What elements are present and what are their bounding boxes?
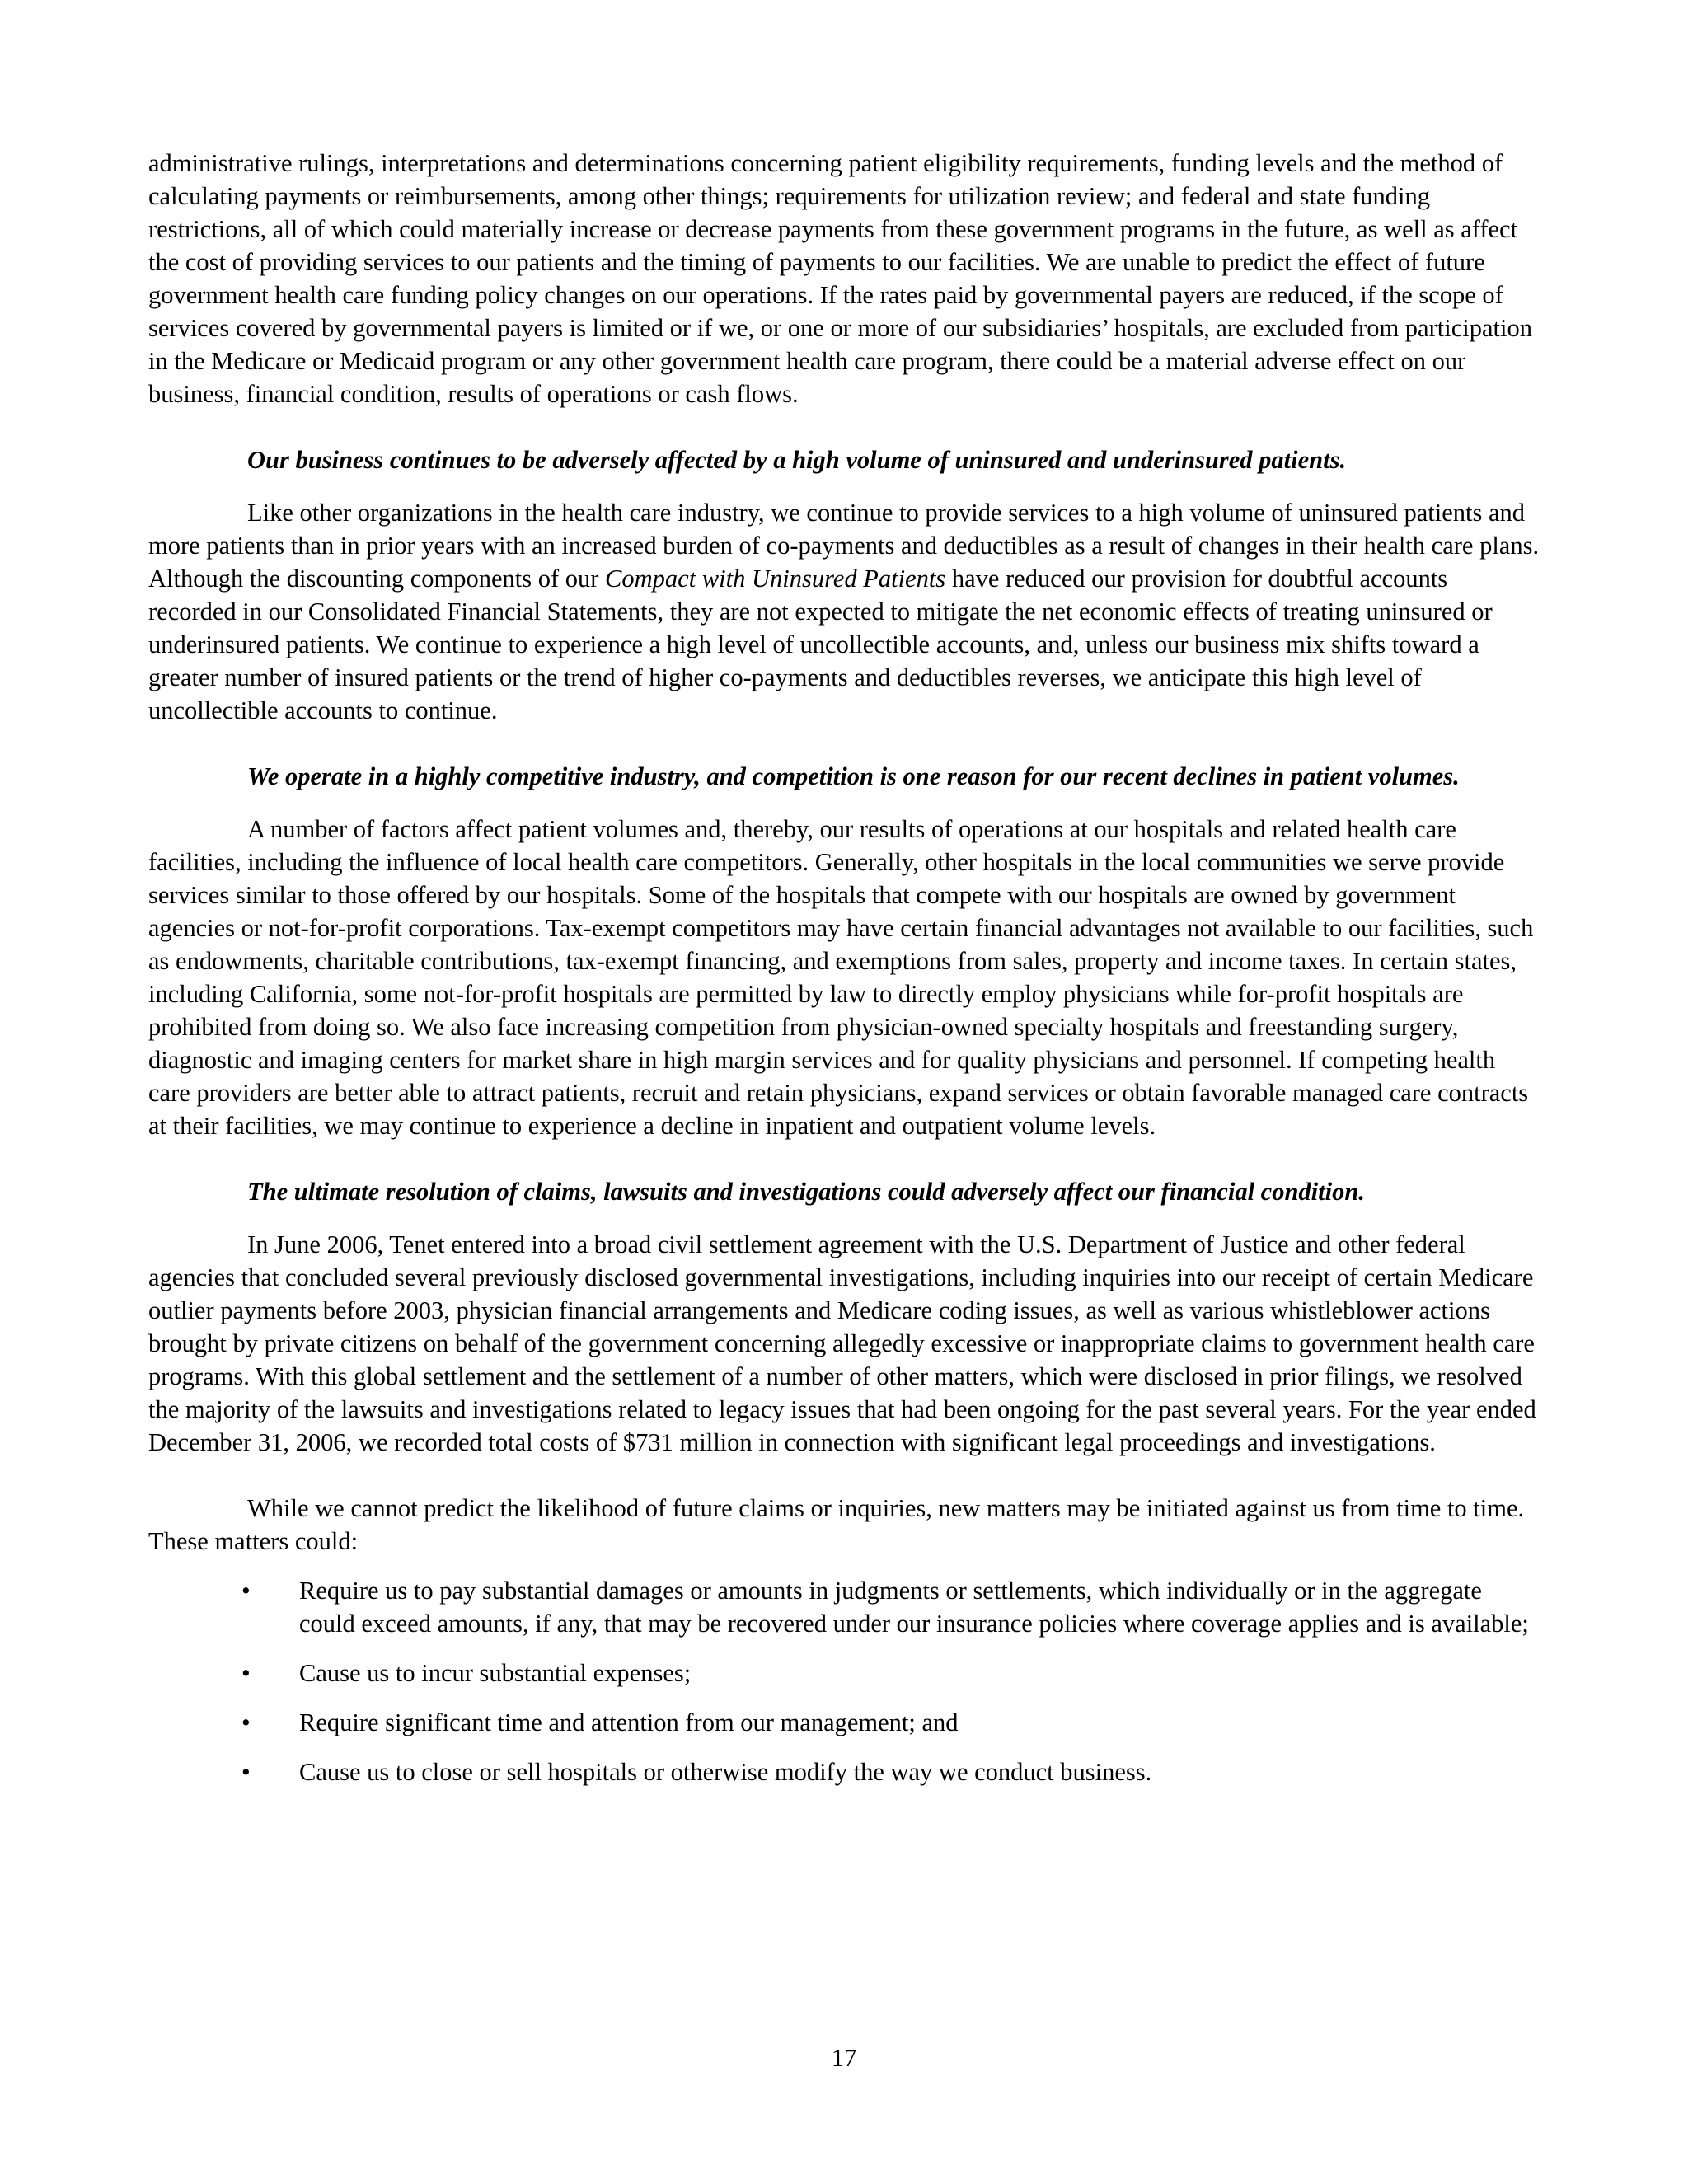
list-item [148,1755,1541,1788]
page-number: 17 [831,2044,857,2072]
document-page [148,147,1541,1805]
paragraph-competition: A number of factors affect patient volumes and, thereby, our results of operations at our hospitals and related health care facilities, including the influence of local health care competitors. Generally, other hospitals in the local communities we serve provide services similar to those offered by our hospitals. Some of the hospitals that compete with our hospitals are owned by government agencies or not-for-profit corporations. Tax-exempt competitors may have certain financial advantages not available to our facilities, such as endowments, charitable contributions, tax-exempt financing, and exemptions from sales, property and income taxes. In certain states, including California, some not-for-profit hospitals are permitted by law to directly employ physicians while for-profit hospitals are prohibited from doing so. We also face increasing competition from physician-owned specialty hospitals and freestanding surgery, diagnostic and imaging centers for market share in high margin services and for quality physicians and personnel. If competing health care providers are better able to attract patients, recruit and retain physicians, expand services or obtain favorable managed care contracts at their facilities, we may continue to experience a decline in inpatient and outpatient volume levels. [148,815,1534,1140]
list-item-text: Cause us to close or sell hospitals or otherwise modify the way we conduct business. [299,1758,1152,1786]
bullet-list-matters [148,1574,1541,1788]
list-item [148,1574,1541,1640]
bullet-icon: • [241,1659,251,1687]
paragraph-government-funding: administrative rulings, interpretations and determinations concerning patient eligibility requirements, funding levels and the method of calculating payments or reimbursements, among other things; requirements for utilization review; and federal and state funding restrictions, all of which could materially increase or decrease payments from these government programs in the future, as well as affect the cost of providing services to our patients and the timing of payments to our facilities. We are unable to predict the effect of future government health care funding policy changes on our operations. If the rates paid by governmental payers are reduced, if the scope of services covered by governmental payers is limited or if we, or one or more of our subsidiaries’ hospitals, are excluded from participation in the Medicare or Medicaid program or any other government health care program, there could be a material adverse effect on our business, financial condition, results of operations or cash flows. [148,149,1532,408]
paragraph-uninsured [148,496,1541,727]
list-item-text: Require significant time and attention from our management; and [299,1708,959,1736]
section-heading-claims: The ultimate resolution of claims, lawsuits and investigations could adversely affect our financial condition. [247,1178,1365,1206]
paragraph-future-claims: While we cannot predict the likelihood of future claims or inquiries, new matters may be initiated against us from time to time. These matters could: [148,1494,1525,1555]
list-item [148,1706,1541,1739]
list-item [148,1657,1541,1690]
list-item-text: Require us to pay substantial damages or amounts in judgments or settlements, which individually or in the aggregate could exceed amounts, if any, that may be recovered under our insurance policies where coverage applies and is available; [299,1577,1529,1638]
section-heading-competition: We operate in a highly competitive industry, and competition is one reason for our recent declines in patient volumes. [247,762,1460,790]
bullet-icon: • [241,1708,251,1736]
bullet-icon: • [241,1577,251,1605]
paragraph-uninsured-text-2: have reduced our provision for doubtful accounts recorded in our Consolidated Financial Statements, they are not expected to mitigate the net economic effects of treating uninsured or underinsured patients. We continue to experience a high level of uncollectible accounts, and, unless our business mix shifts toward a greater number of insured patients or the trend of higher co-payments and deductibles reverses, we anticipate this high level of uncollectible accounts to continue. [148,565,1493,724]
bullet-icon: • [241,1758,251,1786]
paragraph-uninsured-text-1: Like other organizations in the health care industry, we continue to provide services to a high volume of uninsured patients and more patients than in prior years with an increased burden of co-payments and deductibles as a result of changes in their health care plans. Although the discounting components of our [148,499,1540,593]
section-heading-uninsured: Our business continues to be adversely affected by a high volume of uninsured and underinsured patients. [247,446,1347,474]
list-item-text: Cause us to incur substantial expenses; [299,1659,692,1687]
compact-title-italic: Compact with Uninsured Patients [605,565,946,593]
paragraph-settlement: In June 2006, Tenet entered into a broad civil settlement agreement with the U.S. Department of Justice and other federal agencies that concluded several previously disclosed governmental investigations, including inquiries into our receipt of certain Medicare outlier payments before 2003, physician financial arrangements and Medicare coding issues, as well as various whistleblower actions brought by private citizens on behalf of the government concerning allegedly excessive or inappropriate claims to government health care programs. With this global settlement and the settlement of a number of other matters, which were disclosed in prior filings, we resolved the majority of the lawsuits and investigations related to legacy issues that had been ongoing for the past several years. For the year ended December 31, 2006, we recorded total costs of $731 million in connection with significant legal proceedings and investigations. [148,1230,1536,1456]
